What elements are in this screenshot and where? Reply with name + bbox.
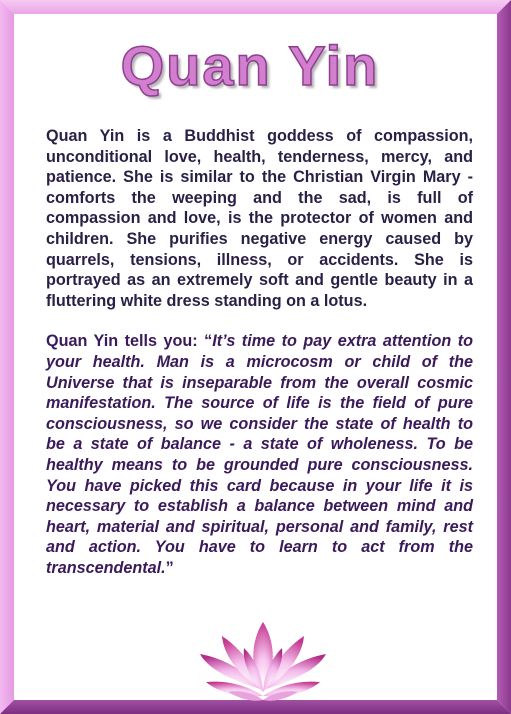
lotus-flower-icon (198, 620, 328, 702)
message-quote: It’s time to pay extra attention to your health. Man is a microcosm or child of the Universe that is inseparable from the overall cosmic manifestation. The source of life is the field of pure consciousness, so we consider the state of health to be a state of balance - a state of wholeness. To be healthy means to be grounded pure consciousness. You have picked this card because in your life it is necessary to establish a balance between mind and heart, material and spiritual, personal and family, rest and action. You have to learn to act from the transcendental. (46, 332, 473, 577)
card-title: Quan Yin (120, 34, 380, 97)
message-paragraph (46, 331, 473, 578)
message-lead: Quan Yin tells you: “ (46, 332, 213, 351)
card-body (46, 126, 473, 578)
message-close: ” (165, 558, 174, 577)
description-paragraph: Quan Yin is a Buddhist goddess of compassion, unconditional love, health, tenderness, mercy, and patience. She is similar to the Christian Virgin Mary - comforts the weeping and the sad, is full of compassion and love, is the protector of women and children. She purifies negative energy caused by quarrels, tensions, illness, or accidents. She is portrayed as an extremely soft and gentle beauty in a fluttering white dress standing on a lotus. (46, 127, 473, 310)
